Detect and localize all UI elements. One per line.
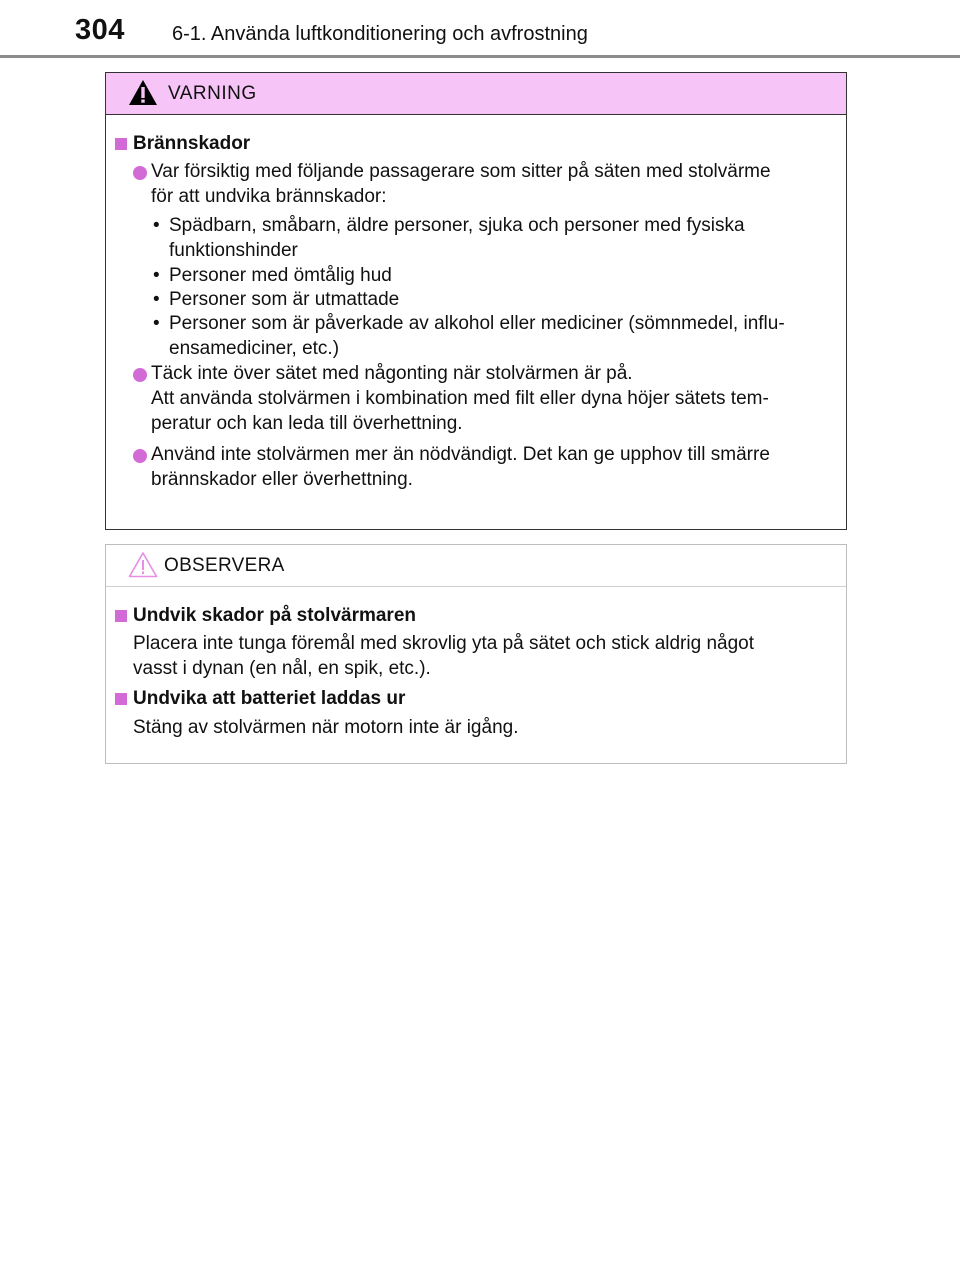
notice-heading-2: Undvika att batteriet laddas ur (133, 688, 406, 709)
warning-sub-item-1-line-2: funktionshinder (169, 240, 298, 261)
warning-sub-item-4-line-1: Personer som är påverkade av alkohol eller mediciner (sömnmedel, influ- (169, 313, 785, 334)
warning-header (106, 73, 846, 115)
bullet-dot (133, 368, 147, 382)
warning-sub-item-3: Personer som är utmattade (169, 289, 400, 310)
notice-header (106, 545, 846, 587)
page-header (0, 0, 960, 58)
warning-item-2-line-3: peratur och kan leda till överhettning. (151, 413, 463, 434)
warning-item-1-line-1: Var försiktig med följande passagerare som sitter på säten med stolvärme (151, 161, 771, 182)
notice-body-1-line-2: vasst i dynan (en nål, en spik, etc.). (133, 658, 431, 679)
warning-sub-item-4-line-2: ensamediciner, etc.) (169, 338, 340, 359)
notice-body-2-line-1: Stäng av stolvärmen när motorn inte är igång. (133, 717, 519, 738)
warning-section-heading: Brännskador (133, 133, 251, 154)
warning-label: VARNING (168, 83, 257, 104)
warning-sub-item-2: Personer med ömtålig hud (169, 265, 392, 286)
notice-label: OBSERVERA (164, 555, 285, 576)
warning-item-2-line-1: Täck inte över sätet med någonting när stolvärmen är på. (151, 363, 633, 384)
section-bullet-square (115, 610, 127, 622)
warning-item-3-line-1: Använd inte stolvärmen mer än nödvändigt. Det kan ge upphov till smärre (151, 444, 770, 465)
section-title: 6-1. Använda luftkonditionering och avfrostning (172, 23, 588, 45)
caution-triangle-outline-icon (128, 551, 158, 578)
warning-triangle-icon (128, 79, 158, 106)
notice-body-1-line-1: Placera inte tunga föremål med skrovlig yta på sätet och stick aldrig något (133, 633, 754, 654)
bullet-dot (133, 449, 147, 463)
notice-heading-1: Undvik skador på stolvärmaren (133, 605, 416, 626)
sub-bullet-mark: • (153, 215, 160, 236)
bullet-dot (133, 166, 147, 180)
sub-bullet-mark: • (153, 289, 160, 310)
warning-sub-item-1-line-1: Spädbarn, småbarn, äldre personer, sjuka och personer med fysiska (169, 215, 745, 236)
section-bullet-square (115, 138, 127, 150)
sub-bullet-mark: • (153, 313, 160, 334)
section-bullet-square (115, 693, 127, 705)
warning-box (105, 72, 847, 530)
notice-box (105, 544, 847, 764)
warning-item-1-line-2: för att undvika brännskador: (151, 186, 387, 207)
warning-item-2-line-2: Att använda stolvärmen i kombination med filt eller dyna höjer sätets tem- (151, 388, 769, 409)
sub-bullet-mark: • (153, 265, 160, 286)
header-divider (0, 55, 960, 58)
warning-item-3-line-2: brännskador eller överhettning. (151, 469, 413, 490)
page-number: 304 (75, 14, 125, 46)
